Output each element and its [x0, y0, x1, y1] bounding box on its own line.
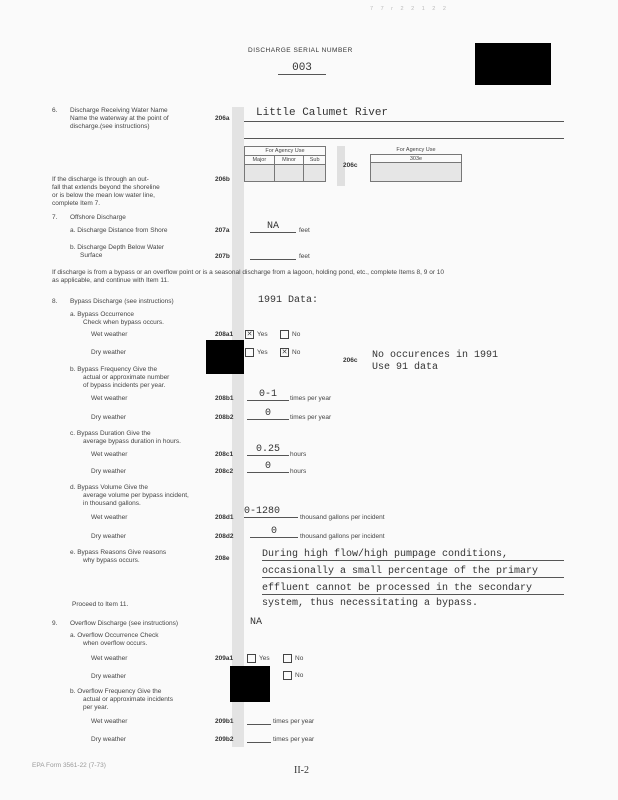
- item8-b-dry-value: 0: [247, 408, 289, 420]
- item8-c-dry-code: 208c2: [215, 468, 234, 475]
- item8-e-line1: During high flow/high pumpage conditions,: [262, 549, 564, 561]
- checkbox-dry-no[interactable]: ✕: [281, 349, 288, 356]
- item6-code-b: 206b: [215, 176, 230, 183]
- item7-b-code: 207b: [215, 253, 230, 260]
- item9-wet-no[interactable]: No: [283, 654, 303, 663]
- item6-desc2: discharge.(see instructions): [70, 123, 150, 130]
- agency2-header: For Agency Use: [396, 147, 436, 153]
- agency-table-2: [370, 146, 462, 182]
- item8-d-desc1: average volume per bypass incident,: [83, 492, 189, 499]
- item9-wet-yes[interactable]: Yes: [247, 654, 270, 663]
- item8-d-dry-value: 0: [250, 526, 298, 538]
- item8-code-c2: 206c: [343, 357, 358, 364]
- footer-form: EPA Form 3561-22 (7-73): [32, 762, 106, 769]
- redaction-mid: [206, 340, 244, 374]
- agency-col-major: Major: [245, 156, 275, 165]
- item8-b-dry-unit: times per year: [290, 414, 332, 421]
- item7-b-unit: feet: [299, 253, 310, 260]
- item8-e-line3: effluent cannot be processed in the secondary: [262, 583, 564, 595]
- item8-b-dry: Dry weather: [91, 414, 127, 421]
- item9-b-dry-code: 209b2: [215, 736, 234, 743]
- item8-wet-yes[interactable]: ✕ Yes: [246, 331, 268, 339]
- item8-d-label: d. Bypass Volume Give the: [70, 484, 149, 491]
- item7-num: 7.: [52, 214, 58, 221]
- item7-b-label2: Surface: [80, 252, 103, 259]
- agency-table-1: [244, 146, 326, 182]
- item8-e-code: 208e: [215, 555, 230, 562]
- agency-col-sub: Sub: [304, 156, 326, 165]
- item8-c-dry-value: 0: [247, 461, 289, 473]
- serial-number: 003: [278, 62, 326, 75]
- item9-dry-no[interactable]: No: [283, 671, 303, 680]
- item7-label: Offshore Discharge: [70, 214, 126, 221]
- redaction-top: [475, 43, 551, 85]
- agency-header: For Agency Use: [245, 147, 326, 156]
- item6-code: 206a: [215, 115, 230, 122]
- item8-b-wet: Wet weather: [91, 395, 128, 402]
- item8-c-wet-value: 0.25: [247, 444, 289, 456]
- item7-a-label: a. Discharge Distance from Shore: [70, 227, 168, 234]
- item8-num: 8.: [52, 298, 58, 305]
- item9-b-wet: Wet weather: [91, 718, 128, 725]
- item9-wet: Wet weather: [91, 655, 128, 662]
- item6-note3: or is below the mean low water line,: [52, 192, 155, 199]
- item8-c-desc: average bypass duration in hours.: [83, 438, 181, 445]
- faint-marks: 7 7 r 2 2 1 2 2: [370, 6, 449, 12]
- item7-a-value: NA: [250, 221, 296, 233]
- item8-a-desc: Check when bypass occurs.: [83, 319, 164, 326]
- item8-label: Bypass Discharge (see instructions): [70, 298, 174, 305]
- item8-d-dry-code: 208d2: [215, 533, 234, 540]
- checkbox-wet-no[interactable]: [280, 330, 289, 339]
- item8-d-desc2: in thousand gallons.: [83, 500, 141, 507]
- item9-b-wet-unit: times per year: [273, 718, 315, 725]
- agency2-sub: 303e: [371, 155, 462, 163]
- bypass-note1: If discharge is from a bypass or an overflow point or is a seasonal discharge from a lagoon, holding pond, etc., complete Items 8, 9 or 10: [52, 269, 445, 276]
- item7-a-unit: feet: [299, 227, 310, 234]
- item8-b-wet-value: 0-1: [247, 389, 289, 401]
- item9-b-dry-line: [247, 742, 271, 743]
- item9-b-dry: Dry weather: [91, 736, 127, 743]
- serial-title: DISCHARGE SERIAL NUMBER: [248, 47, 353, 54]
- item8-wet-no[interactable]: No: [280, 330, 300, 339]
- item8-note-b: Use 91 data: [372, 362, 439, 373]
- item8-dry: Dry weather: [91, 349, 127, 356]
- item8-e-desc: why bypass occurs.: [83, 557, 140, 564]
- item8-e-line4: system, thus necessitating a bypass.: [262, 598, 479, 609]
- item9-value: NA: [250, 617, 263, 628]
- item9-b-wet-line: [247, 724, 271, 725]
- item8-wet: Wet weather: [91, 331, 128, 338]
- item8-a-label: a. Bypass Occurrence: [70, 311, 134, 318]
- item6-note1: If the discharge is through an out-: [52, 176, 149, 183]
- item8-c-dry-unit: hours: [290, 468, 307, 475]
- item6-value: Little Calumet River: [256, 107, 389, 119]
- item8-d-dry: Dry weather: [91, 533, 127, 540]
- checkbox-9-wet-no[interactable]: [283, 654, 292, 663]
- item9-num: 9.: [52, 620, 58, 627]
- bypass-note2: as applicable, and continue with Item 11.: [52, 277, 169, 284]
- item8-b-label: b. Bypass Frequency Give the: [70, 366, 158, 373]
- item8-e-label: e. Bypass Reasons Give reasons: [70, 549, 167, 556]
- item8-b-desc2: of bypass incidents per year.: [83, 382, 166, 389]
- item8-c-wet-unit: hours: [290, 451, 307, 458]
- item6-desc1: Name the waterway at the point of: [70, 115, 169, 122]
- item6-line1: [244, 121, 564, 122]
- item7-a-code: 207a: [215, 227, 230, 234]
- item7-b-label1: b. Discharge Depth Below Water: [70, 244, 165, 251]
- checkbox-wet-yes[interactable]: ✕: [246, 331, 253, 338]
- item8-data-note: 1991 Data:: [258, 295, 319, 306]
- item8-e-line2: occasionally a small percentage of the primary: [262, 566, 564, 578]
- item9-a-code: 209a1: [215, 655, 234, 662]
- checkbox-dry-yes[interactable]: [245, 348, 254, 357]
- item9-label: Overflow Discharge (see instructions): [70, 620, 179, 627]
- item6-label: Discharge Receiving Water Name: [70, 107, 168, 114]
- item6-num: 6.: [52, 107, 58, 114]
- item8-b-desc1: actual or approximate number: [83, 374, 170, 381]
- checkbox-9-dry-no[interactable]: [283, 671, 292, 680]
- item6-note4: complete Item 7.: [52, 200, 101, 207]
- item9-a-label: a. Overflow Occurrence Check: [70, 632, 159, 639]
- item8-d-wet-value: 0-1280: [244, 506, 298, 518]
- item8-note-a: No occurences in 1991: [372, 350, 499, 361]
- footer-page: II-2: [294, 765, 309, 776]
- redaction-bottom: [230, 666, 270, 702]
- item9-b-wet-code: 209b1: [215, 718, 234, 725]
- item8-b-wet-unit: times per year: [290, 395, 332, 402]
- agency-col-minor: Minor: [274, 156, 304, 165]
- item8-dry-no[interactable]: ✕ No: [281, 349, 301, 357]
- item7-b-line: [250, 259, 296, 260]
- item8-b-dry-code: 208b2: [215, 414, 234, 421]
- item9-b-label: b. Overflow Frequency Give the: [70, 688, 162, 695]
- item9-b-desc2: per year.: [83, 704, 109, 711]
- item8-c-dry: Dry weather: [91, 468, 127, 475]
- checkbox-9-wet-yes[interactable]: [247, 654, 256, 663]
- item9-dry: Dry weather: [91, 673, 127, 680]
- item9-b-desc1: actual or approximate incidents: [83, 696, 173, 703]
- item8-b-wet-code: 208b1: [215, 395, 234, 402]
- item8-d-wet-unit: thousand gallons per incident: [300, 514, 385, 521]
- item6-code-c: 206c: [343, 162, 358, 169]
- item9-b-dry-unit: times per year: [273, 736, 315, 743]
- item8-d-wet-code: 208d1: [215, 514, 234, 521]
- item8-c-label: c. Bypass Duration Give the: [70, 430, 151, 437]
- item6-line2: [244, 138, 564, 139]
- item9-a-desc: when overflow occurs.: [83, 640, 148, 647]
- item8-d-dry-unit: thousand gallons per incident: [300, 533, 385, 540]
- item8-c-wet-code: 208c1: [215, 451, 234, 458]
- item6-note2: fall that extends beyond the shoreline: [52, 184, 160, 191]
- item8-c-wet: Wet weather: [91, 451, 128, 458]
- item8-proceed: Proceed to Item 11.: [72, 601, 129, 608]
- item8-a-code: 208a1: [215, 331, 234, 338]
- item8-d-wet: Wet weather: [91, 514, 128, 521]
- item8-dry-yes[interactable]: Yes: [245, 348, 268, 357]
- code-column: [232, 107, 244, 747]
